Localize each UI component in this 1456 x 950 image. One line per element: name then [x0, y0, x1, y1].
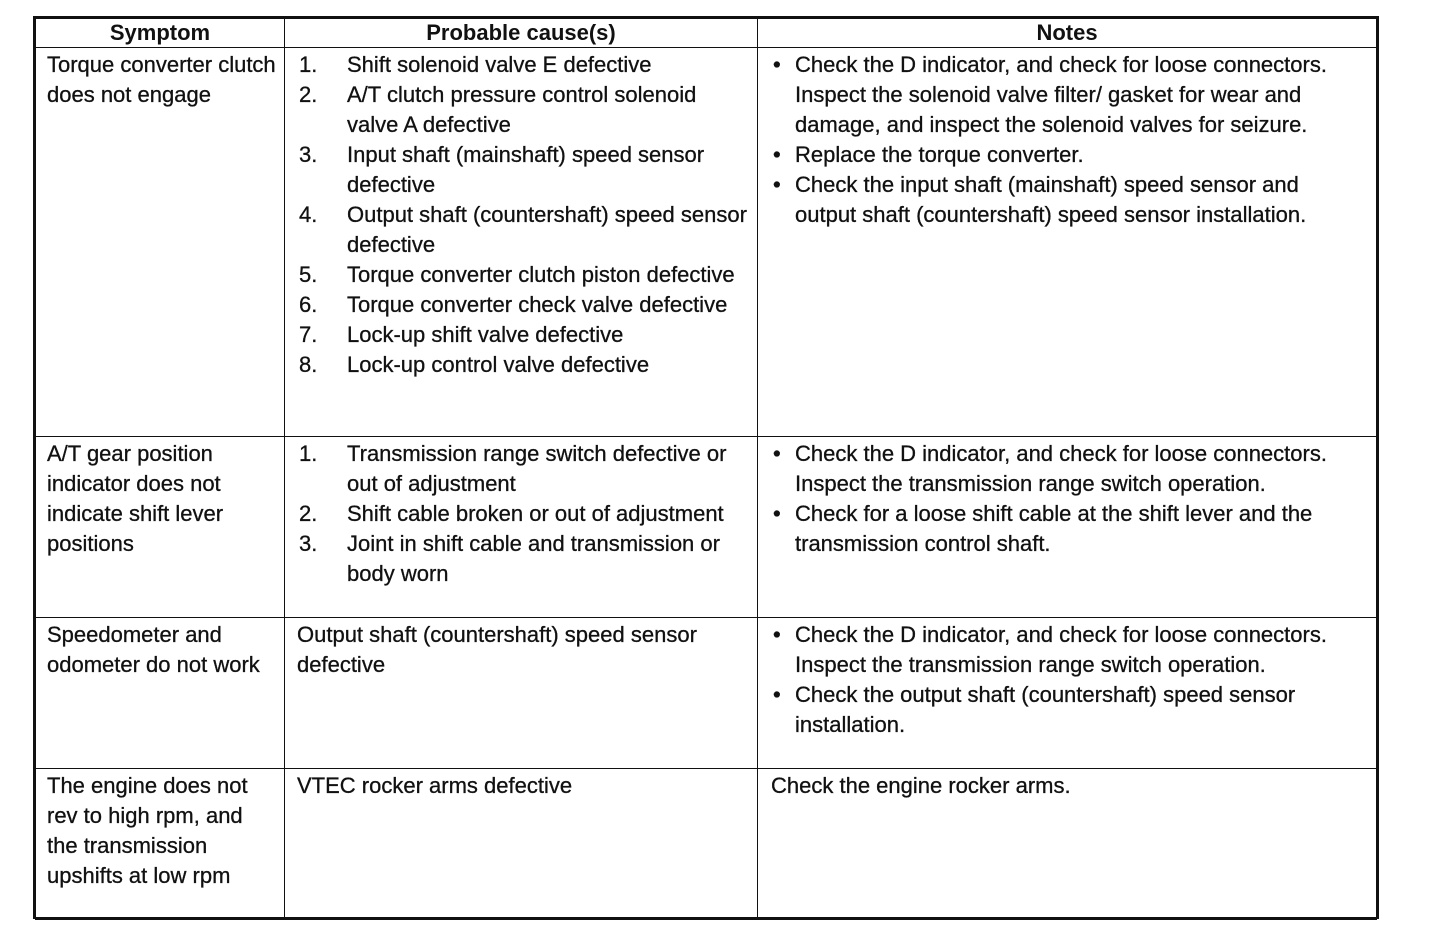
cause-text: Shift solenoid valve E defective [347, 52, 652, 77]
cause-item [297, 529, 751, 589]
note-item: • Replace the torque converter. [771, 140, 1364, 170]
notes-cell [758, 48, 1377, 437]
causes-cell [285, 48, 758, 437]
cause-item [297, 350, 751, 380]
causes-list [297, 50, 751, 380]
cause-text: A/T clutch pressure control solenoid valve A defective [347, 82, 697, 137]
cause-number: 4. [299, 202, 318, 227]
cause-item [297, 499, 751, 529]
header-notes: Notes [758, 19, 1377, 48]
troubleshooting-table [35, 18, 1377, 920]
table-row [36, 48, 1377, 437]
note-item: • Check the D indicator, and check for loose connectors. Inspect the solenoid valve filter/ gasket for wear and damage, and inspect the solenoid valves for seizure. [771, 50, 1364, 140]
cause-item [297, 200, 751, 260]
symptom-cell: Torque converter clutch does not engage [36, 48, 285, 437]
notes-list [771, 50, 1364, 230]
causes-cell: VTEC rocker arms defective [285, 769, 758, 920]
table-row [36, 618, 1377, 769]
note-item: • Check the D indicator, and check for loose connectors. Inspect the transmission range switch operation. [771, 620, 1364, 680]
header-probable-causes: Probable cause(s) [285, 19, 758, 48]
cause-text: Joint in shift cable and transmission or body worn [347, 531, 720, 586]
table-header-row [36, 19, 1377, 48]
cause-item [297, 290, 751, 320]
cause-item [297, 260, 751, 290]
cause-number: 2. [299, 82, 318, 107]
cause-text: Output shaft (countershaft) speed sensor defective [347, 202, 747, 257]
cause-text: Lock-up control valve defective [347, 352, 650, 377]
causes-cell: Output shaft (countershaft) speed sensor defective [285, 618, 758, 769]
notes-cell: Check the engine rocker arms. [758, 769, 1377, 920]
troubleshooting-table-container [33, 16, 1379, 919]
cause-text: Torque converter clutch piston defective [347, 262, 735, 287]
cause-number: 8. [299, 352, 318, 377]
cause-number: 1. [299, 52, 318, 77]
causes-cell [285, 437, 758, 618]
table-row [36, 437, 1377, 618]
cause-number: 3. [299, 531, 318, 556]
note-item: • Check the D indicator, and check for loose connectors. Inspect the transmission range switch operation. [771, 439, 1364, 499]
table-row [36, 769, 1377, 920]
cause-number: 1. [299, 441, 318, 466]
cause-number: 6. [299, 292, 318, 317]
cause-item [297, 140, 751, 200]
cause-text: Input shaft (mainshaft) speed sensor defective [347, 142, 705, 197]
notes-cell [758, 437, 1377, 618]
note-item: • Check the output shaft (countershaft) speed sensor installation. [771, 680, 1364, 740]
cause-item [297, 439, 751, 499]
cause-number: 7. [299, 322, 318, 347]
header-symptom: Symptom [36, 19, 285, 48]
cause-item [297, 50, 751, 80]
cause-number: 5. [299, 262, 318, 287]
note-item: • Check for a loose shift cable at the shift lever and the transmission control shaft. [771, 499, 1364, 559]
cause-text: Shift cable broken or out of adjustment [347, 501, 724, 526]
cause-text: Transmission range switch defective or out of adjustment [347, 441, 727, 496]
symptom-cell: A/T gear position indicator does not indicate shift lever positions [36, 437, 285, 618]
cause-text: Torque converter check valve defective [347, 292, 728, 317]
cause-text: Lock-up shift valve defective [347, 322, 624, 347]
notes-list [771, 439, 1364, 559]
symptom-cell: The engine does not rev to high rpm, and the transmission upshifts at low rpm [36, 769, 285, 920]
causes-list [297, 439, 751, 589]
symptom-cell: Speedometer and odometer do not work [36, 618, 285, 769]
cause-item [297, 320, 751, 350]
cause-item [297, 80, 751, 140]
notes-list [771, 620, 1364, 740]
notes-cell [758, 618, 1377, 769]
cause-number: 2. [299, 501, 318, 526]
cause-number: 3. [299, 142, 318, 167]
note-item: • Check the input shaft (mainshaft) speed sensor and output shaft (countershaft) speed sensor installation. [771, 170, 1364, 230]
